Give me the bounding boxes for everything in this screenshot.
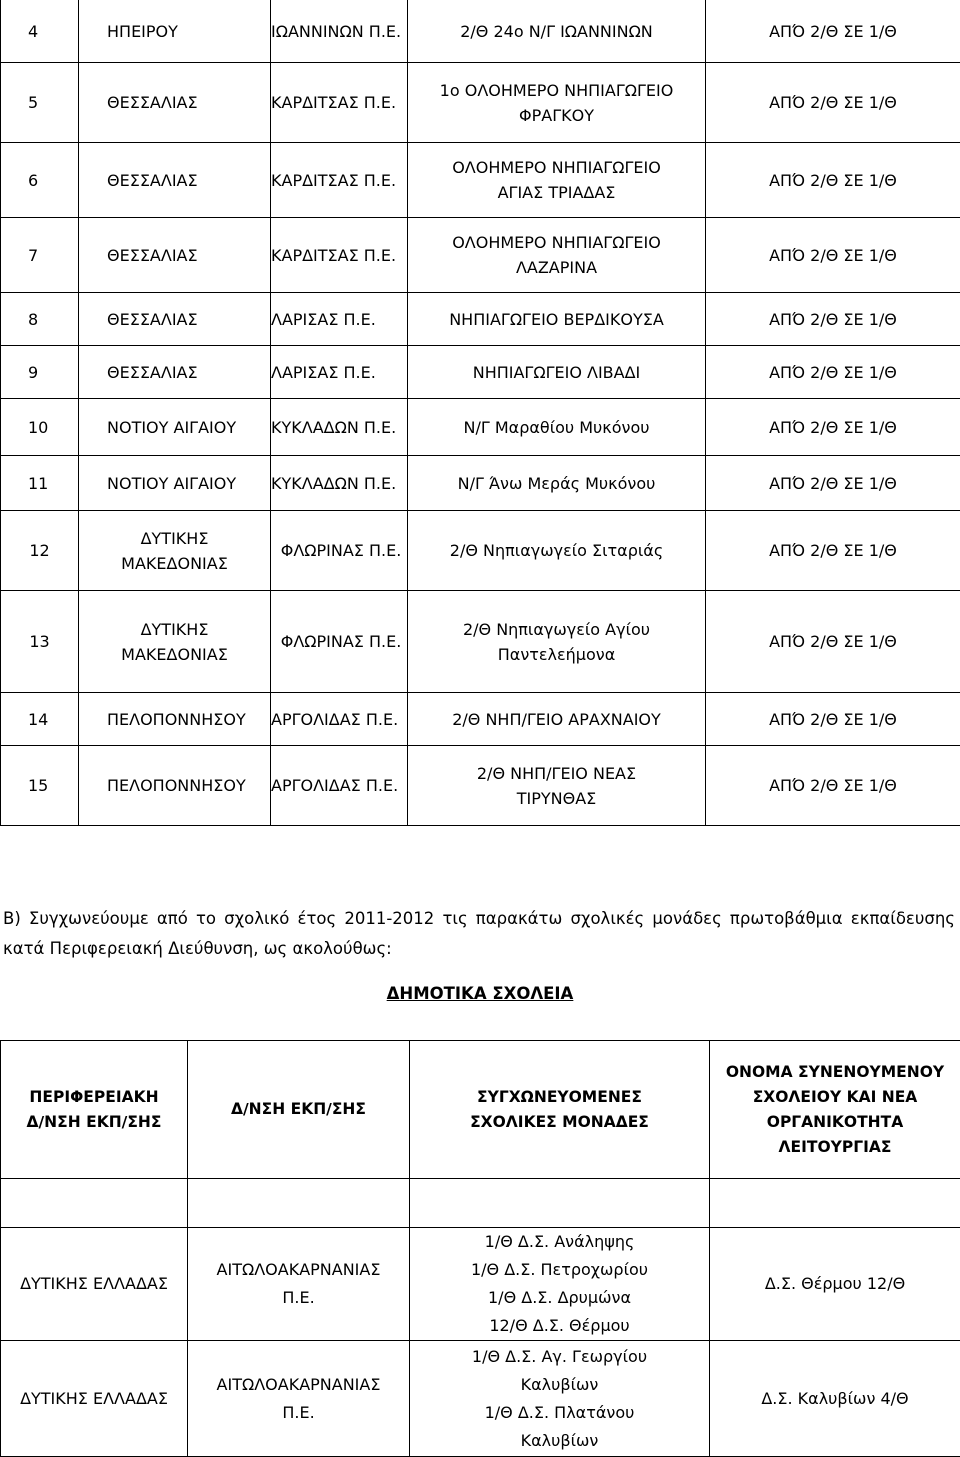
upgrade-cell: ΑΠΌ 2/Θ ΣΕ 1/Θ (706, 746, 960, 826)
header-directorate: Δ/ΝΣΗ ΕΚΠ/ΣΗΣ (188, 1041, 410, 1179)
merged-unit: 1/Θ Δ.Σ. Πλατάνου Καλυβίων (450, 1399, 669, 1455)
row-number: 12 (1, 511, 79, 591)
region-cell: ΔΥΤΙΚΗΣ ΜΑΚΕΔΟΝΙΑΣ (79, 591, 271, 693)
table-row (1, 591, 960, 693)
table-row (1, 511, 960, 591)
table-row (1, 693, 960, 746)
upgrade-cell: ΑΠΌ 2/Θ ΣΕ 1/Θ (706, 293, 960, 346)
region-cell: ΝΟΤΙΟΥ ΑΙΓΑΙΟΥ (79, 456, 271, 511)
directorate-cell: ΑΡΓΟΛΙΔΑΣ Π.Ε. (271, 746, 408, 826)
row-number: 5 (1, 63, 79, 143)
merged-units-cell (410, 1228, 710, 1341)
directorate-cell: ΛΑΡΙΣΑΣ Π.Ε. (271, 293, 408, 346)
directorate-cell: ΚΑΡΔΙΤΣΑΣ Π.Ε. (271, 63, 408, 143)
region-cell: ΔΥΤΙΚΗΣ ΕΛΛΑΔΑΣ (1, 1341, 188, 1457)
school-cell: 2/Θ Νηπιαγωγείο Αγίου Παντελεήμονα (408, 591, 706, 693)
school-cell: ΝΗΠΙΑΓΩΓΕΙΟ ΒΕΡΔΙΚΟΥΣΑ (408, 293, 706, 346)
upgrade-cell: ΑΠΌ 2/Θ ΣΕ 1/Θ (706, 399, 960, 456)
table-row (1, 143, 960, 218)
directorate-cell: ΚΑΡΔΙΤΣΑΣ Π.Ε. (271, 218, 408, 293)
upgrade-cell: ΑΠΌ 2/Θ ΣΕ 1/Θ (706, 693, 960, 746)
row-number: 14 (1, 693, 79, 746)
row-number: 4 (1, 0, 79, 63)
region-cell: ΘΕΣΣΑΛΙΑΣ (79, 346, 271, 399)
table-row (1, 346, 960, 399)
region-cell: ΠΕΛΟΠΟΝΝΗΣΟΥ (79, 693, 271, 746)
merge-table-header-row (1, 1041, 960, 1179)
table-row (1, 456, 960, 511)
merged-unit: 1/Θ Δ.Σ. Πετροχωρίου (450, 1256, 669, 1284)
region-cell: ΗΠΕΙΡΟΥ (79, 0, 271, 63)
region-cell: ΘΕΣΣΑΛΙΑΣ (79, 63, 271, 143)
school-cell: 2/Θ 24ο Ν/Γ ΙΩΑΝΝΙΝΩΝ (408, 0, 706, 63)
merged-units-cell (410, 1341, 710, 1457)
school-cell: 2/Θ ΝΗΠ/ΓΕΙΟ ΝΕΑΣ ΤΙΡΥΝΘΑΣ (408, 746, 706, 826)
new-school-cell: Δ.Σ. Καλυβίων 4/Θ (710, 1341, 960, 1457)
region-cell: ΘΕΣΣΑΛΙΑΣ (79, 293, 271, 346)
row-number: 6 (1, 143, 79, 218)
region-cell: ΘΕΣΣΑΛΙΑΣ (79, 143, 271, 218)
directorate-cell: ΦΛΩΡΙΝΑΣ Π.Ε. (271, 511, 408, 591)
merged-unit: 1/Θ Δ.Σ. Αγ. Γεωργίου Καλυβίων (450, 1343, 669, 1399)
upgrade-cell: ΑΠΌ 2/Θ ΣΕ 1/Θ (706, 63, 960, 143)
upgrade-cell: ΑΠΌ 2/Θ ΣΕ 1/Θ (706, 511, 960, 591)
directorate-cell: ΙΩΑΝΝΙΝΩΝ Π.Ε. (271, 0, 408, 63)
merged-unit: 1/Θ Δ.Σ. Δρυμώνα (450, 1284, 669, 1312)
merge-table-row (1, 1228, 960, 1341)
directorate-cell: ΑΡΓΟΛΙΔΑΣ Π.Ε. (271, 693, 408, 746)
table-row (1, 399, 960, 456)
upgrade-cell: ΑΠΌ 2/Θ ΣΕ 1/Θ (706, 143, 960, 218)
merged-unit: 1/Θ Δ.Σ. Ανάληψης (450, 1228, 669, 1256)
table-row (1, 746, 960, 826)
region-cell: ΠΕΛΟΠΟΝΝΗΣΟΥ (79, 746, 271, 826)
region-cell: ΝΟΤΙΟΥ ΑΙΓΑΙΟΥ (79, 399, 271, 456)
row-number: 10 (1, 399, 79, 456)
table-row (1, 293, 960, 346)
new-school-cell: Δ.Σ. Θέρμου 12/Θ (710, 1228, 960, 1341)
directorate-cell: ΑΙΤΩΛΟΑΚΑΡΝΑΝΙΑΣ Π.Ε. (188, 1228, 410, 1341)
merge-table-row (1, 1341, 960, 1457)
region-cell: ΔΥΤΙΚΗΣ ΜΑΚΕΔΟΝΙΑΣ (79, 511, 271, 591)
table-row (1, 63, 960, 143)
school-cell: Ν/Γ Άνω Μεράς Μυκόνου (408, 456, 706, 511)
school-cell: 2/Θ ΝΗΠ/ΓΕΙΟ ΑΡΑΧΝΑΙΟΥ (408, 693, 706, 746)
region-cell: ΘΕΣΣΑΛΙΑΣ (79, 218, 271, 293)
merge-table-spacer-row (1, 1179, 960, 1228)
directorate-cell: ΚΥΚΛΑΔΩΝ Π.Ε. (271, 456, 408, 511)
merged-unit: 12/Θ Δ.Σ. Θέρμου (450, 1312, 669, 1340)
header-region: ΠΕΡΙΦΕΡΕΙΑΚΗ Δ/ΝΣΗ ΕΚΠ/ΣΗΣ (1, 1041, 188, 1179)
upgrade-cell: ΑΠΌ 2/Θ ΣΕ 1/Θ (706, 218, 960, 293)
row-number: 8 (1, 293, 79, 346)
row-number: 9 (1, 346, 79, 399)
upgrade-cell: ΑΠΌ 2/Θ ΣΕ 1/Θ (706, 456, 960, 511)
school-cell: ΟΛΟΗΜΕΡΟ ΝΗΠΙΑΓΩΓΕΙΟ ΛΑΖΑΡΙΝΑ (408, 218, 706, 293)
school-cell: 2/Θ Νηπιαγωγείο Σιταριάς (408, 511, 706, 591)
header-new-school: ΟΝΟΜΑ ΣΥΝΕΝΟΥΜΕΝΟΥ ΣΧΟΛΕΙΟΥ ΚΑΙ ΝΕΑ ΟΡΓΑΝΙΚΟΤΗΤΑ ΛΕΙΤΟΥΡΓΙΑΣ (710, 1041, 960, 1179)
directorate-cell: ΑΙΤΩΛΟΑΚΑΡΝΑΝΙΑΣ Π.Ε. (188, 1341, 410, 1457)
merge-table (0, 1040, 960, 1457)
directorate-cell: ΛΑΡΙΣΑΣ Π.Ε. (271, 346, 408, 399)
row-number: 7 (1, 218, 79, 293)
row-number: 15 (1, 746, 79, 826)
table-row (1, 0, 960, 63)
school-cell: ΟΛΟΗΜΕΡΟ ΝΗΠΙΑΓΩΓΕΙΟ ΑΓΙΑΣ ΤΡΙΑΔΑΣ (408, 143, 706, 218)
intro-paragraph: Β) Συγχωνεύουμε από το σχολικό έτος 2011-2012 τις παρακάτω σχολικές μονάδες πρωτοβάθμια εκπαίδευσης κατά Περιφερειακή Διεύθυνση, ως ακολούθως: (3, 904, 955, 964)
region-cell: ΔΥΤΙΚΗΣ ΕΛΛΑΔΑΣ (1, 1228, 188, 1341)
table-row (1, 218, 960, 293)
upgrade-cell: ΑΠΌ 2/Θ ΣΕ 1/Θ (706, 0, 960, 63)
upgrade-cell: ΑΠΌ 2/Θ ΣΕ 1/Θ (706, 346, 960, 399)
directorate-cell: ΚΥΚΛΑΔΩΝ Π.Ε. (271, 399, 408, 456)
school-cell: Ν/Γ Μαραθίου Μυκόνου (408, 399, 706, 456)
directorate-cell: ΚΑΡΔΙΤΣΑΣ Π.Ε. (271, 143, 408, 218)
directorate-cell: ΦΛΩΡΙΝΑΣ Π.Ε. (271, 591, 408, 693)
section-heading: ΔΗΜΟΤΙΚΑ ΣΧΟΛΕΙΑ (0, 984, 960, 1003)
school-cell: 1ο ΟΛΟΗΜΕΡΟ ΝΗΠΙΑΓΩΓΕΙΟ ΦΡΑΓΚΟΥ (408, 63, 706, 143)
school-cell: ΝΗΠΙΑΓΩΓΕΙΟ ΛΙΒΑΔΙ (408, 346, 706, 399)
row-number: 11 (1, 456, 79, 511)
upgrade-cell: ΑΠΌ 2/Θ ΣΕ 1/Θ (706, 591, 960, 693)
header-merged-units: ΣΥΓΧΩΝΕΥΟΜΕΝΕΣ ΣΧΟΛΙΚΕΣ ΜΟΝΑΔΕΣ (410, 1041, 710, 1179)
row-number: 13 (1, 591, 79, 693)
